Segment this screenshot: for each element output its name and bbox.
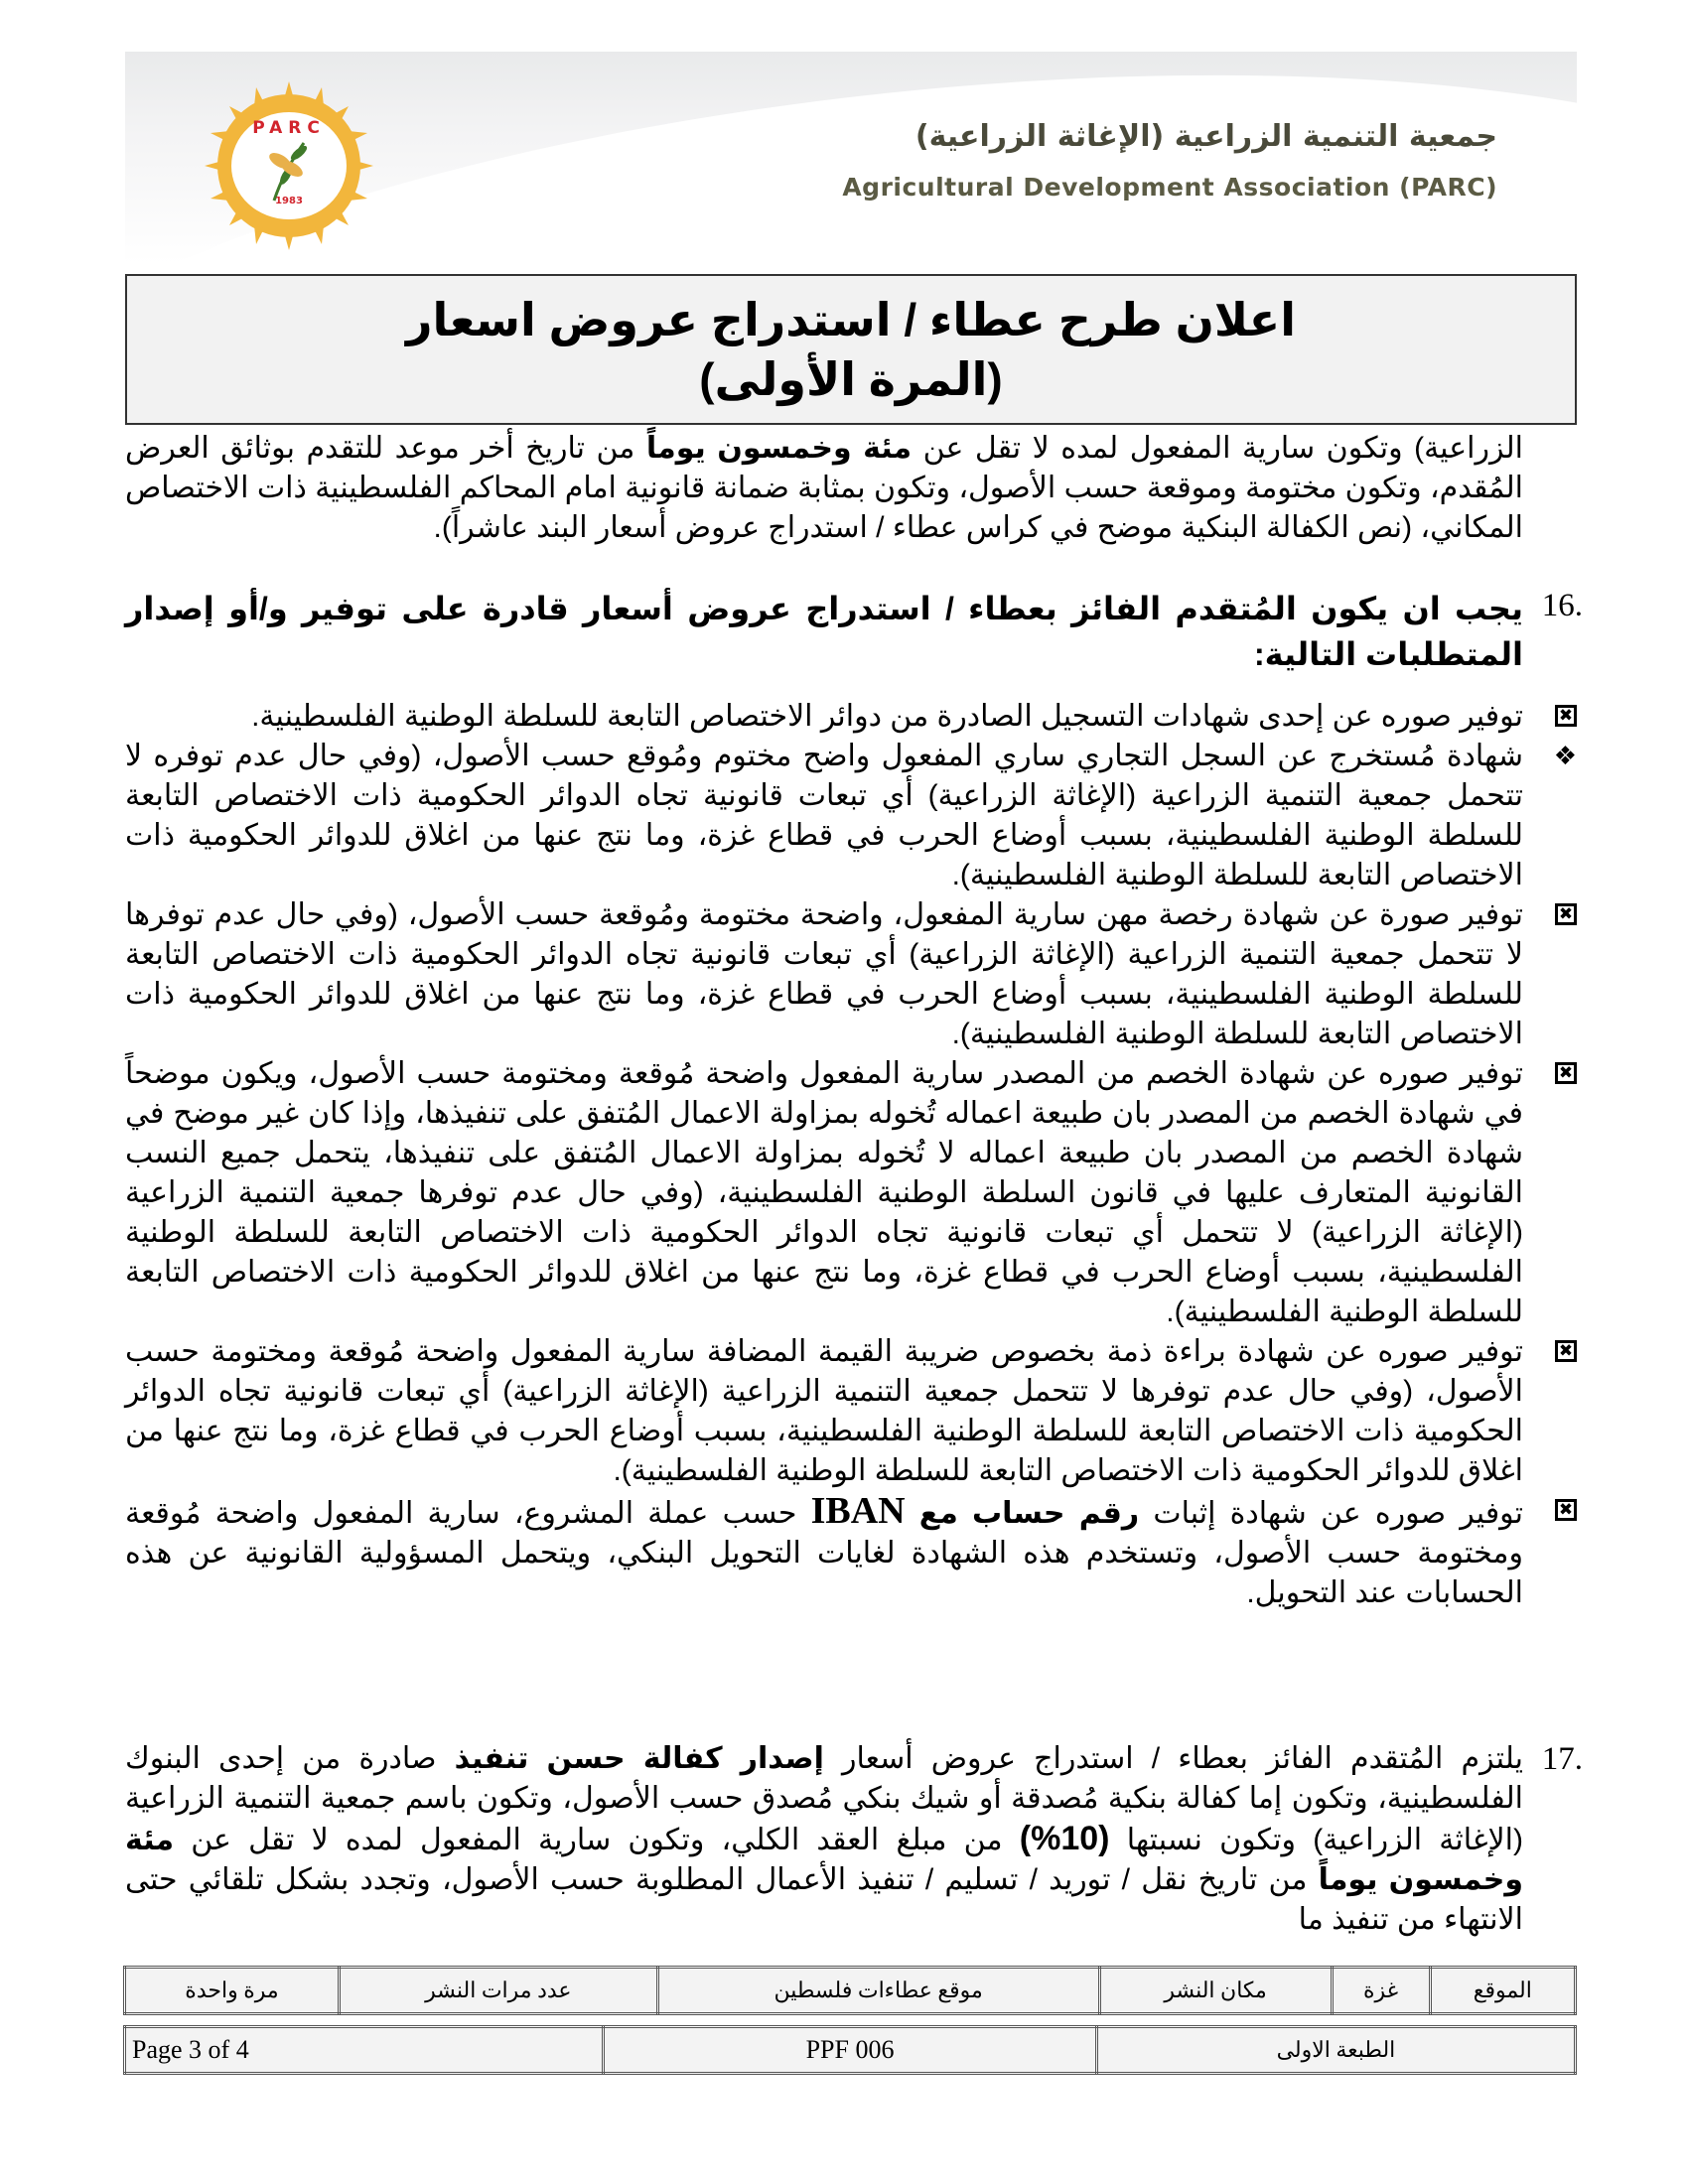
clause-number: 17. [1541,1741,1583,1777]
clause-16-heading: يجب ان يكون المُتقدم الفائز بعطاء / استدراج عروض أسعار قادرة على توفير و/أو إصدار المتطلبات التالية: [125,591,1524,672]
cell-publish-place-value: موقع عطاءات فلسطين [657,1968,1099,2014]
percentage-value: (10%) [1019,1820,1110,1857]
clause-16 [125,586,1583,677]
announcement-title-box [125,274,1577,425]
svg-text:1983: 1983 [275,196,303,206]
clause-number: 16. [1541,588,1583,623]
svg-text:PARC: PARC [252,118,326,138]
checkbox-x-icon: ✖ [1555,705,1577,727]
org-name-arabic: جمعية التنمية الزراعية (الإغاثة الزراعية) [914,119,1497,154]
publication-info-table [123,1966,1577,2015]
iban-label: IBAN [810,1490,906,1532]
checkbox-x-icon: ✖ [1555,1340,1577,1362]
list-item: ✖ توفير صوره عن شهادة الخصم من المصدر سارية المفعول واضحة مُوقعة ومختومة حسب الأصول، ويكون موضحاً في شهادة الخصم من المصدر بان طبيعة اعماله تُخوله بمزاولة الاعمال المُتفق على تنفيذها، وإذا كان غير موضح في شهادة الخصم من المصدر بان طبيعة اعماله لا تُخوله بمزاولة الاعمال المُتفق على تنفيذها، يتحمل جميع النسب القانونية المتعارف عليها في قانون السلطة الوطنية الفلسطينية، (وفي حال عدم توفرها جمعية التنمية الزراعية (الإغاثة الزراعية) لا تتحمل أي تبعات قانونية تجاه الدوائر الحكومية ذات الاختصاص التابعة للسلطة الوطنية الفلسطينية، بسبب أوضاع الحرب في قطاع غزة، وما نتج عنها من اغلاق للدوائر الحكومية ذات الاختصاص التابعة للسلطة الوطنية الفلسطينية). [125,1054,1523,1332]
doc-code-cell: PPF 006 [604,2027,1097,2074]
title-line-1: اعلان طرح عطاء / استدراج عروض اسعار [406,294,1296,345]
cell-publish-count-value: مرة واحدة [125,1968,340,2014]
diamond-bullet-icon: ❖ [1553,742,1577,771]
cell-publish-place-label: مكان النشر [1099,1968,1332,2014]
bold-duration: مئة وخمسون يوماً [645,432,913,465]
list-item: ✖ توفير صوره عن شهادة إثبات رقم حساب مع IBAN حسب عملة المشروع، سارية المفعول واضحة مُوقعة ومختومة حسب الأصول، وتستخدم هذه الشهادة لغايات التحويل البنكي، ويتحمل المسؤولية القانونية عن هذه الحسابات عند التحويل. [125,1491,1523,1613]
parc-logo-icon [205,81,373,250]
intro-paragraph: الزراعية) وتكون سارية المفعول لمده لا تقل عن مئة وخمسون يوماً من تاريخ أخر موعد للتقدم بوثائق العرض المُقدم، وتكون مختومة وموقعة حسب الأصول، وتكون بمثابة ضمانة قانونية امام المحاكم الفلسطينية ذات الاختصاص المكاني، (نص الكفالة البنكية موضح في كراس عطاء / استدراج عروض أسعار البند عاشراً). [125,432,1523,544]
cell-location-label: الموقع [1430,1968,1575,2014]
cell-publish-count-label: عدد مرات النشر [339,1968,657,2014]
checkbox-x-icon: ✖ [1555,1499,1577,1521]
document-footer-table [123,2025,1577,2075]
checkbox-x-icon: ✖ [1555,903,1577,925]
cell-location-value: غزة [1332,1968,1430,2014]
checkbox-x-icon: ✖ [1555,1062,1577,1084]
title-line-2: (المرة الأولى) [699,353,1003,405]
list-item: ✖ توفير صوره عن إحدى شهادات التسجيل الصادرة من دوائر الاختصاص التابعة للسلطة الوطنية الفلسطينية. [125,697,1523,737]
org-name-english: Agricultural Development Association (PARC) [842,173,1497,202]
bold-account-number: رقم حساب مع [918,1497,1140,1530]
letterhead [125,52,1577,264]
page-number-cell: Page 3 of 4 [125,2027,604,2074]
bold-duration: مئة وخمسون يوماً [125,1824,1523,1896]
requirements-list [125,697,1577,1613]
edition-cell: الطبعة الاولى [1096,2027,1575,2074]
clause-17: 17. يلتزم المُتقدم الفائز بعطاء / استدراج عروض أسعار إصدار كفالة حسن تنفيذ صادرة من إحدى البنوك الفلسطينية، وتكون إما كفالة بنكية مُصدقة أو شيك بنكي مُصدق حسب الأصول، وتكون باسم جمعية التنمية الزراعية (الإغاثة الزراعية) وتكون نسبتها (10%) من مبلغ العقد الكلي، وتكون سارية المفعول لمده لا تقل عن مئة وخمسون يوماً من تاريخ نقل / توريد / تسليم / تنفيذ الأعمال المطلوبة حسب الأصول، وتجدد بشكل تلقائي حتى الانتهاء من تنفيذ ما [125,1741,1583,1936]
list-item: ❖ شهادة مُستخرج عن السجل التجاري ساري المفعول واضح مختوم ومُوقع حسب الأصول، (وفي حال عدم توفره لا تتحمل جمعية التنمية الزراعية (الإغاثة الزراعية) أي تبعات قانونية تجاه الدوائر الحكومية ذات الاختصاص التابعة للسلطة الوطنية الفلسطينية، بسبب أوضاع الحرب في قطاع غزة، وما نتج عنها من اغلاق للدوائر الحكومية ذات الاختصاص التابعة للسلطة الوطنية الفلسطينية). [125,740,1577,891]
list-item: ✖ توفير صوره عن شهادة براءة ذمة بخصوص ضريبة القيمة المضافة سارية المفعول واضحة مُوقعة ومختومة حسب الأصول، (وفي حال عدم توفرها لا تتحمل جمعية التنمية الزراعية (الإغاثة الزراعية) أي تبعات قانونية تجاه الدوائر الحكومية ذات الاختصاص التابعة للسلطة الوطنية الفلسطينية، بسبب أوضاع الحرب في قطاع غزة، وما نتج عنها من اغلاق للدوائر الحكومية ذات الاختصاص التابعة للسلطة الوطنية الفلسطينية). [125,1332,1523,1491]
bold-performance-guarantee: إصدار كفالة حسن تنفيذ [454,1742,824,1775]
list-item: ✖ توفير صورة عن شهادة رخصة مهن سارية المفعول، واضحة مختومة ومُوقعة حسب الأصول، (وفي حال عدم توفرها لا تتحمل جمعية التنمية الزراعية (الإغاثة الزراعية) أي تبعات قانونية تجاه الدوائر الحكومية ذات الاختصاص التابعة للسلطة الوطنية الفلسطينية، بسبب أوضاع الحرب في قطاع غزة، وما نتج عنها من اغلاق للدوائر الحكومية ذات الاختصاص التابعة للسلطة الوطنية الفلسطينية). [125,895,1523,1054]
